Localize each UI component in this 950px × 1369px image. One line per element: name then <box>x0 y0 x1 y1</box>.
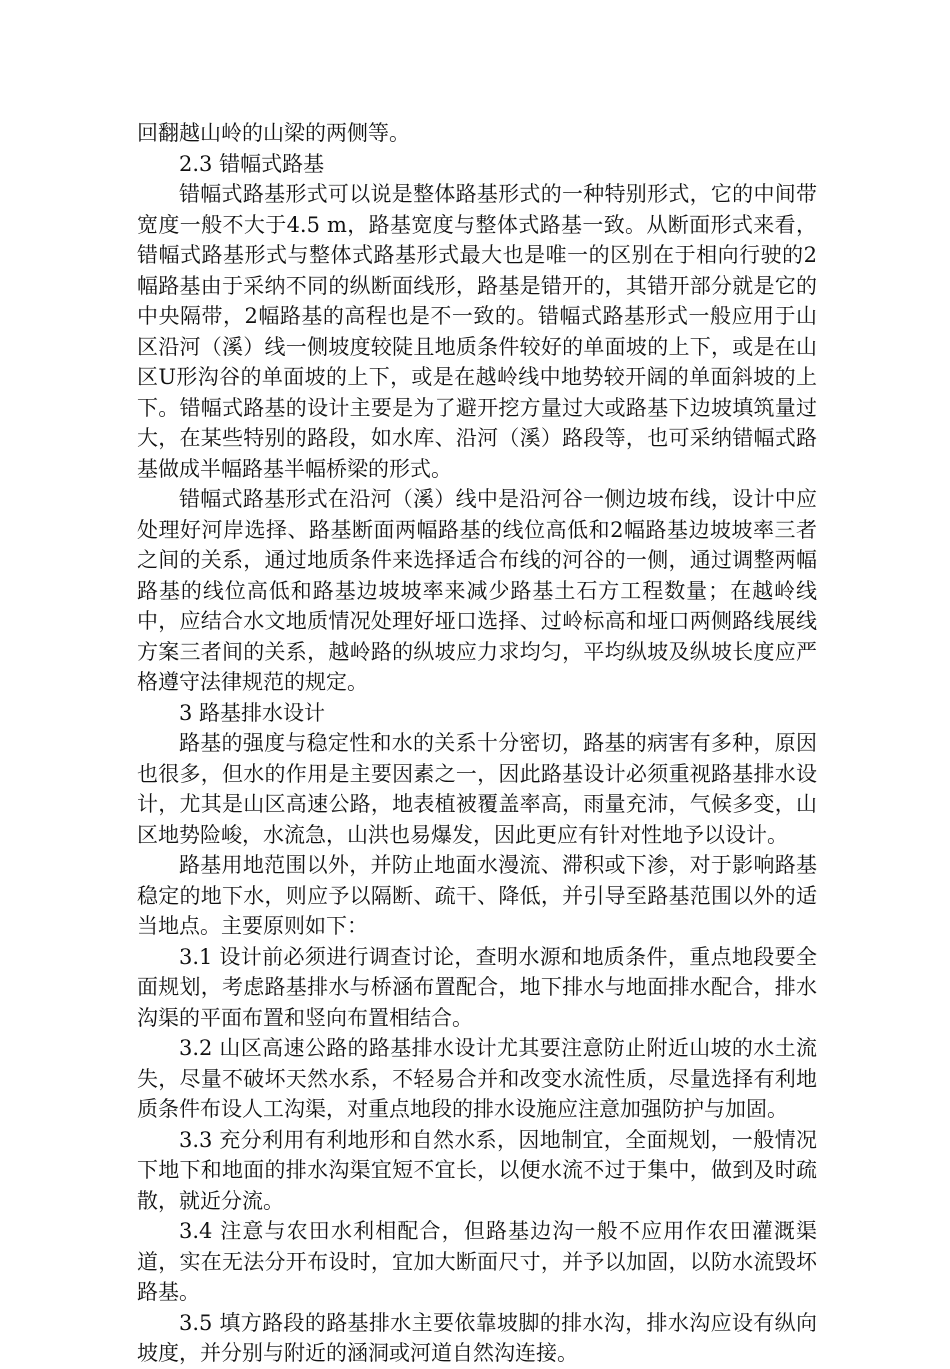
list-item-3-5: 3.5 填方路段的路基排水主要依靠坡脚的排水沟，排水沟应设有纵向坡度，并分别与附近的涵洞或河道自然沟连接。 <box>137 1310 817 1365</box>
list-item-3-3: 3.3 充分利用有利地形和自然水系，因地制宜，全面规划，一般情况下地下和地面的排水沟渠宜短不宜长，以便水流不过于集中，做到及时疏散，就近分流。 <box>137 1127 817 1213</box>
list-item-3-1: 3.1 设计前必须进行调查讨论，查明水源和地质条件，重点地段要全面规划，考虑路基排水与桥涵布置配合，地下排水与地面排水配合，排水沟渠的平面布置和竖向布置相结合。 <box>137 944 817 1030</box>
section-heading-3: 3 路基排水设计 <box>179 700 326 725</box>
document-body <box>137 118 817 1369</box>
paragraph: 路基用地范围以外，并防止地面水漫流、滞积或下渗，对于影响路基稳定的地下水，则应予以隔断、疏干、降低，并引导至路基范围以外的适当地点。主要原则如下： <box>137 853 817 938</box>
list-item-3-2: 3.2 山区高速公路的路基排水设计尤其要注意防止附近山坡的水土流失，尽量不破坏天然水系，不轻易合并和改变水流性质，尽量选择有利地质条件布设人工沟渠，对重点地段的排水设施应注意加强防护与加固。 <box>137 1036 817 1121</box>
section-heading-2-3: 2.3 错幅式路基 <box>179 151 325 176</box>
list-item-3-4: 3.4 注意与农田水利相配合，但路基边沟一般不应用作农田灌溉渠道，实在无法分开布设时，宜加大断面尺寸，并予以加固，以防水流毁坏路基。 <box>137 1219 817 1304</box>
paragraph-continuation: 回翻越山岭的山梁的两侧等。 <box>137 121 410 145</box>
paragraph: 错幅式路基形式在沿河（溪）线中是沿河谷一侧边坡布线，设计中应处理好河岸选择、路基断面两幅路基的线位高低和2幅路基边坡坡率三者之间的关系，通过地质条件来选择适合布线的河谷的一侧，通过调整两幅路基的线位高低和路基边坡坡率来减少路基土石方工程数量；在越岭线中，应结合水文地质情况处理好垭口选择、过岭标高和垭口两侧路线展线方案三者间的关系，越岭路的纵坡应力求均匀，平均纵坡及纵坡长度应严格遵守法律规范的规定。 <box>137 487 817 694</box>
paragraph: 路基的强度与稳定性和水的关系十分密切，路基的病害有多种，原因也很多，但水的作用是主要因素之一，因此路基设计必须重视路基排水设计，尤其是山区高速公路，地表植被覆盖率高，雨量充沛，气候多变，山区地势险峻，水流急，山洪也易爆发，因此更应有针对性地予以设计。 <box>137 731 817 847</box>
paragraph: 错幅式路基形式可以说是整体路基形式的一种特别形式，它的中间带宽度一般不大于4.5 m，路基宽度与整体式路基一致。从断面形式来看，错幅式路基形式与整体式路基形式最大也是唯一的区别在于相向行驶的2幅路基由于采纳不同的纵断面线形，路基是错开的，其错开部分就是它的中央隔带，2幅路基的高程也是不一致的。错幅式路基形式一般应用于山区沿河（溪）线一侧坡度较陡且地质条件较好的单面坡的上下，或是在山区U形沟谷的单面坡的上下，或是在越岭线中地势较开阔的单面斜坡的上下。错幅式路基的设计主要是为了避开挖方量过大或路基下边坡填筑量过大，在某些特别的路段，如水库、沿河（溪）路段等，也可采纳错幅式路基做成半幅路基半幅桥梁的形式。 <box>137 182 817 481</box>
